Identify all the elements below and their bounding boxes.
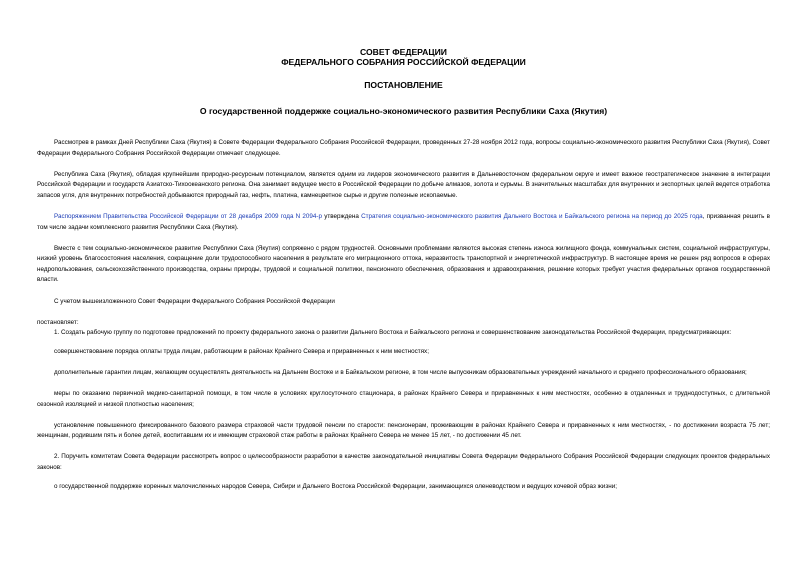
paragraph-item-1-a: совершенствование порядка оплаты труда лицам, работающим в районах Крайнего Севера и приравненных к ним местностях; [54, 347, 429, 355]
paragraph-considering: С учетом вышеизложенного Совет Федерации Федерального Собрания Российской Федерации [54, 297, 335, 305]
paragraph-item-2: 2. Поручить комитетам Совета Федерации рассмотреть вопрос о целесообразности разработки в качестве законодательной инициативы Совета Федерации Федерального Собрания Российской Федерации следующих проектов федеральных законов: [37, 453, 770, 471]
paragraph-strategy [37, 212, 770, 233]
header-line-1: СОВЕТ ФЕДЕРАЦИИ [360, 47, 447, 57]
decree-type: ПОСТАНОВЛЕНИЕ [364, 80, 443, 90]
paragraph-item-1-b: дополнительные гарантии лицам, желающим осуществлять деятельность на Дальнем Востоке и в Байкальском регионе, в том числе выпускникам образовательных учреждений начального и среднего профессионального образования; [54, 368, 747, 376]
header-line-2: ФЕДЕРАЛЬНОГО СОБРАНИЯ РОССИЙСКОЙ ФЕДЕРАЦИИ [281, 57, 526, 67]
paragraph-problems: Вместе с тем социально-экономическое развитие Республики Саха (Якутия) сопряжено с рядом трудностей. Основными проблемами являются высокая степень износа жилищного фонда, коммунальных систем, социальной инфраструктуры, низкий уровень благосостояния населения, сокращение доли трудоспособного населения в результате его миграционного оттока, неразвитость транспортной и энергетической инфраструктур. В настоящее время не решен ряд вопросов в сферах недропользования, сельскохозяйственного производства, охраны природы, трудовой и социальной политики, пенсионного обеспечения, образования и здравоохранения, решение которых требует участия федеральных органов государственной власти. [37, 244, 770, 284]
paragraph-item-1-d: установление повышенного фиксированного базового размера страховой части трудовой пенсии по старости: пенсионерам, проживающим в районах Крайнего Севера и приравненных к ним местностях, - по достижении возраста 75 лет; женщинам, родившим пять и более детей, воспитавшим их и имеющим страховой стаж работы в районах Крайнего Севера не менее 15 лет, - по достижении 45 лет. [37, 421, 770, 440]
paragraph-resolves: постановляет: [37, 318, 79, 326]
paragraph-intro: Рассмотрев в рамках Дней Республики Саха (Якутия) в Совете Федерации Федерального Собрания Российской Федерации, проведенных 27-28 ноября 2012 года, вопросы социально-экономического развития Республики Саха (Якутия), Совет Федерации Федерального Собрания Российской Федерации отмечает следующее. [37, 139, 770, 157]
document-header [0, 47, 807, 90]
document-body [37, 138, 770, 503]
paragraph-strategy-end: , призванная решить в том числе задачи комплексного развития Республики Саха (Якутия). [37, 212, 771, 231]
paragraph-item-1-c: меры по оказанию первичной медико-санитарной помощи, в том числе в условиях круглосуточного стационара, в районах Крайнего Севера и приравненных к ним местностях, особенно в отдаленных и труднодоступных, с длительной сезонной изоляцией и низкой плотностью населения; [37, 390, 770, 408]
paragraph-resources: Республика Саха (Якутия), обладая крупнейшим природно-ресурсным потенциалом, является одним из лидеров экономического развития в Дальневосточном федеральном округе и имеет важное геостратегическое значение в интеграции Российской Федерации и государств Азиатско-Тихоокеанского региона. Она занимает ведущее место в Российской Федерации по добыче алмазов, золота и сурьмы. В значительных масштабах для внутренних и экспортных целей ведется отработка запасов угля, для внутренних потребностей добываются природный газ, нефть, платина, камнецветное сырье и другие полезные ископаемые. [37, 170, 770, 199]
document-title: О государственной поддержке социально-экономического развития Республики Саха (Якутия) [199, 106, 608, 116]
paragraph-strategy-mid: утверждена [322, 212, 362, 220]
paragraph-item-2-a: о государственной поддержке коренных малочисленных народов Севера, Сибири и Дальнего Востока Российской Федерации, занимающихся оленеводством и ведущих кочевой образ жизни; [54, 482, 617, 490]
paragraph-item-1: 1. Создать рабочую группу по подготовке предложений по проекту федерального закона о развитии Дальнего Востока и Байкальского региона и совершенствование законодательства Российской Федерации, предусматривающих: [54, 329, 732, 337]
government-order-link[interactable]: Распоряжением Правительства Российской Федерации от 28 декабря 2009 года N 2094-р [54, 212, 322, 220]
strategy-link[interactable]: Стратегия социально-экономического развития Дальнего Востока и Байкальского региона на период до 2025 года [361, 212, 703, 220]
